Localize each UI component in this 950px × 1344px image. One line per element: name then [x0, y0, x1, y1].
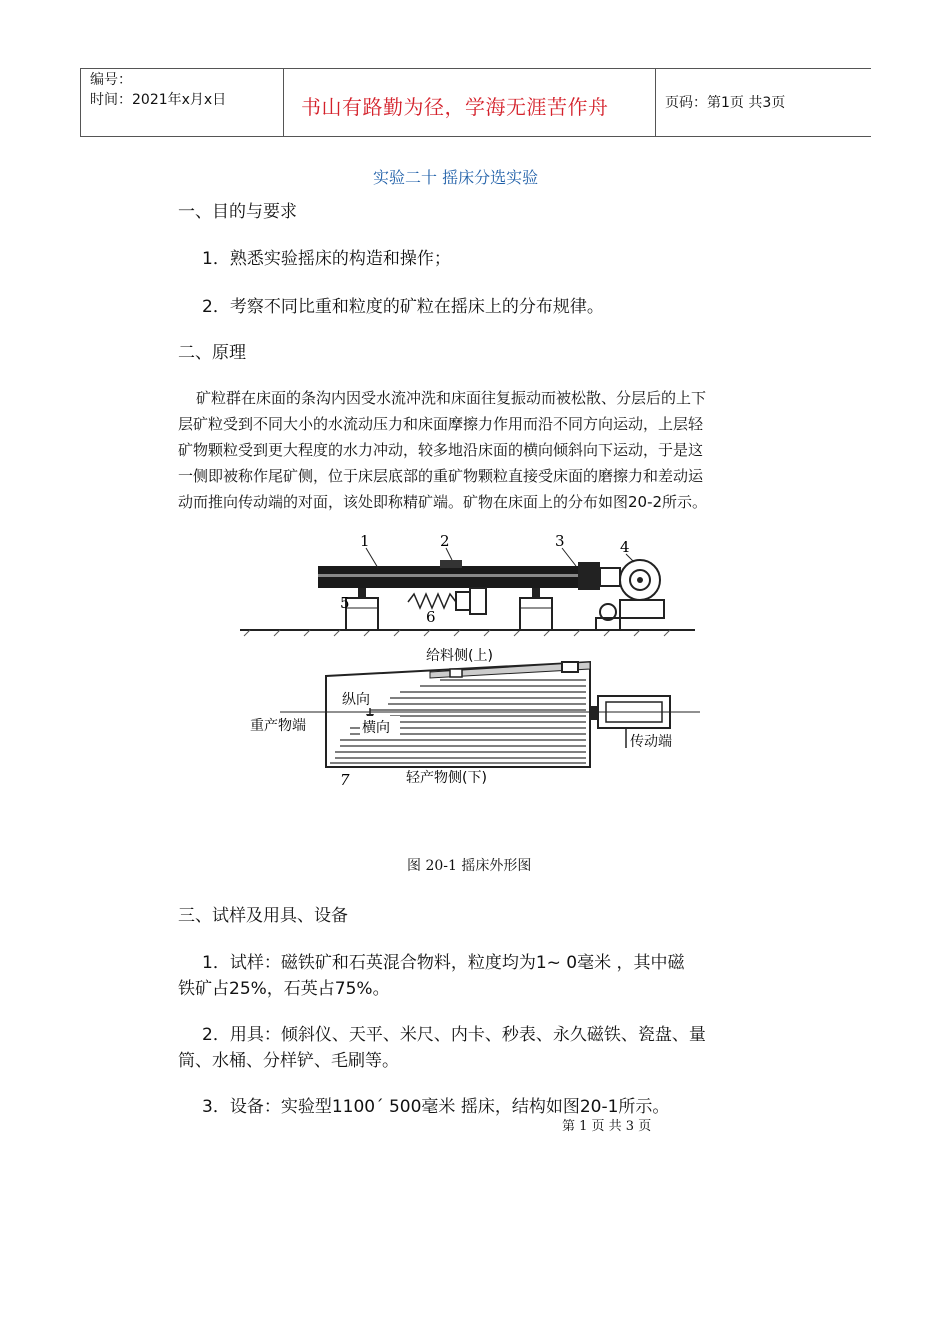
- section1-heading: 一、目的与要求: [178, 202, 297, 222]
- paragraph-line-2: 层矿粒受到不同大小的水流动压力和床面摩擦力作用而沿不同方向运动，上层轻: [178, 415, 704, 433]
- label-transverse: 横向: [362, 720, 390, 736]
- section2-heading: 二、原理: [178, 343, 246, 363]
- shaking-table-figure: [240, 530, 710, 810]
- section3-heading: 三、试样及用具、设备: [178, 906, 348, 926]
- header-motto-cell: [283, 69, 656, 136]
- number-label: 编号：: [90, 72, 132, 88]
- section3-item2-line2: 筒、水桶、分样铲、毛刷等。: [178, 1051, 399, 1071]
- header-page-cell: [655, 69, 871, 136]
- paragraph-line-5: 动而推向传动端的对面，该处即称精矿端。矿物在床面上的分布如图20-2所示。: [178, 493, 708, 511]
- section3-item1-line2: 铁矿占25%，石英占75%。: [178, 979, 390, 999]
- label-feed-side: 给料侧(上): [426, 648, 493, 664]
- section1-item-1: 1．熟悉实验摇床的构造和操作；: [202, 249, 451, 269]
- figure-drawing: [240, 530, 710, 810]
- figure-num-5: 5: [340, 594, 350, 612]
- label-light-side: 轻产物侧(下): [406, 770, 487, 786]
- section3-item3: 3．设备：实验型1100´ 500毫米 摇床，结构如图20-1所示。: [202, 1097, 670, 1117]
- header-table: [80, 68, 871, 137]
- section1-item-2: 2．考察不同比重和粒度的矿粒在摇床上的分布规律。: [202, 297, 604, 317]
- page-info: 页码：第1页 共3页: [665, 95, 786, 111]
- paragraph-line-3: 矿物颗粒受到更大程度的水力冲动，较多地沿床面的横向倾斜向下运动，于是这: [178, 441, 704, 459]
- label-drive-end: 传动端: [630, 734, 672, 750]
- label-longitudinal: 纵向: [342, 692, 370, 708]
- figure-num-3: 3: [555, 532, 565, 550]
- figure-num-2: 2: [440, 532, 450, 550]
- label-heavy-end: 重产物端: [250, 718, 306, 734]
- section3-item1-line1: 1．试样：磁铁矿和石英混合物料，粒度均为1~ 0毫米 ，其中磁: [202, 953, 685, 973]
- time-label: 时间：2021年x月x日: [90, 92, 227, 108]
- section3-item2-line1: 2．用具：倾斜仪、天平、米尺、内卡、秒表、永久磁铁、瓷盘、量: [202, 1025, 706, 1045]
- figure-caption: 图 20-1 摇床外形图: [407, 858, 532, 874]
- figure-num-6: 6: [426, 608, 436, 626]
- page-footer: 第 1 页 共 3 页: [562, 1119, 652, 1134]
- figure-num-4: 4: [620, 538, 630, 556]
- motto-text: 书山有路勤为径，学海无涯苦作舟: [301, 95, 609, 119]
- figure-num-1: 1: [360, 532, 370, 550]
- figure-num-7: 7: [340, 771, 350, 789]
- document-title: 实验二十 摇床分选实验: [373, 168, 539, 187]
- paragraph-line-4: 一侧即被称作尾矿侧，位于床层底部的重矿物颗粒直接受床面的磨擦力和差动运: [178, 467, 704, 485]
- header-info-cell: [81, 69, 284, 136]
- paragraph-line-1: 矿粒群在床面的条沟内因受水流冲洗和床面往复振动而被松散、分层后的上下: [196, 389, 707, 407]
